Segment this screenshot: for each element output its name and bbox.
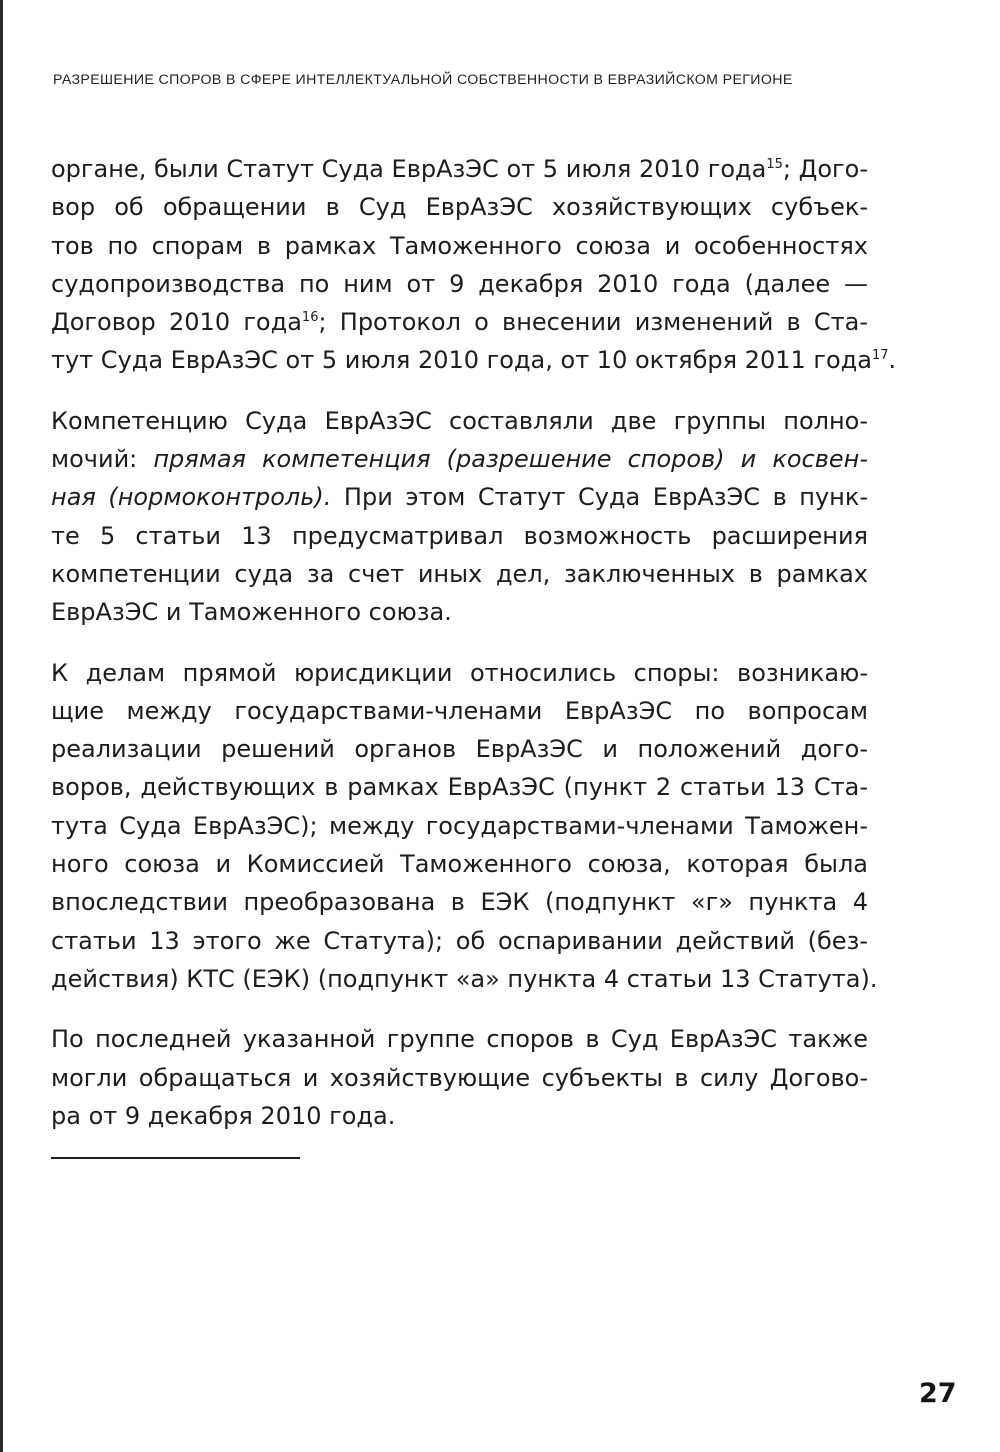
text-line: органе, были Статут Суда ЕврАзЭС от 5 июля 2010 года$^{15}$; Дого- (51, 155, 868, 183)
page-edge (0, 0, 3, 1452)
text-line: могли обращаться и хозяйствующие субъекты в силу Догово- (51, 1063, 868, 1092)
running-head: РАЗРЕШЕНИЕ СПОРОВ В СФЕРЕ ИНТЕЛЛЕКТУАЛЬНОЙ СОБСТВЕННОСТИ В ЕВРАЗИЙСКОМ РЕГИОНЕ (53, 72, 793, 88)
text-line: ная (нормоконтроль). При этом Статут Суда ЕврАзЭС в пунк- (51, 483, 868, 512)
italic-text: ная (нормоконтроль). (51, 483, 332, 512)
page-number: 27 (919, 1378, 957, 1409)
paragraph-4 (51, 1020, 868, 1135)
text-line: ра от 9 декабря 2010 года. (51, 1101, 396, 1130)
text-line: тов по спорам в рамках Таможенного союза и особенностях (51, 231, 868, 260)
text-line: мочий: прямая компетенция (разрешение споров) и косвен- (51, 445, 868, 474)
text-line: Компетенцию Суда ЕврАзЭС составляли две группы полно- (51, 406, 868, 435)
text-line: тут Суда ЕврАзЭС от 5 июля 2010 года, от 10 октября 2011 года$^{17}$. (51, 346, 897, 375)
text-line: компетенции суда за счет иных дел, заключенных в рамках (51, 559, 868, 588)
text-line: впоследствии преобразована в ЕЭК (подпункт «г» пункта 4 (51, 888, 868, 917)
body-text (51, 150, 897, 1157)
paragraph-1 (51, 150, 897, 380)
text-line: К делам прямой юрисдикции относились споры: возникаю- (51, 658, 868, 687)
text-line: щие между государствами-членами ЕврАзЭС по вопросам (51, 696, 868, 725)
text-line: вор об обращении в Суд ЕврАзЭС хозяйствующих субъек- (51, 193, 868, 222)
text-line: судопроизводства по ним от 9 декабря 2010 года (далее — (51, 269, 868, 298)
italic-text: прямая компетенция (разрешение споров) и косвен- (153, 445, 868, 474)
text-line: ного союза и Комиссией Таможенного союза, которая была (51, 850, 868, 879)
footnote-ref-15[interactable]: 15 (766, 157, 783, 172)
paragraph-3 (51, 654, 878, 999)
text-line: По последней указанной группе споров в Суд ЕврАзЭС также (51, 1025, 868, 1054)
text-line: ЕврАзЭС и Таможенного союза. (51, 598, 452, 627)
text-line: реализации решений органов ЕврАзЭС и положений дого- (51, 735, 868, 764)
text-line: воров, действующих в рамках ЕврАзЭС (пункт 2 статьи 13 Ста- (51, 773, 868, 802)
text-line: тута Суда ЕврАзЭС); между государствами-членами Таможен- (51, 811, 868, 840)
text-line: те 5 статьи 13 предусматривал возможность расширения (51, 521, 868, 550)
text-line: действия) КТС (ЕЭК) (подпункт «а» пункта 4 статьи 13 Статута). (51, 964, 878, 993)
footnote-ref-17[interactable]: 17 (871, 348, 889, 364)
text-line: статьи 13 этого же Статута); об оспаривании действий (без- (51, 926, 868, 955)
footnote-ref-16[interactable]: 16 (301, 310, 319, 326)
text-line: Договор 2010 года$^{16}$; Протокол о внесении изменений в Ста- (51, 308, 869, 337)
paragraph-2 (51, 402, 868, 632)
footnote-separator (51, 1157, 300, 1159)
